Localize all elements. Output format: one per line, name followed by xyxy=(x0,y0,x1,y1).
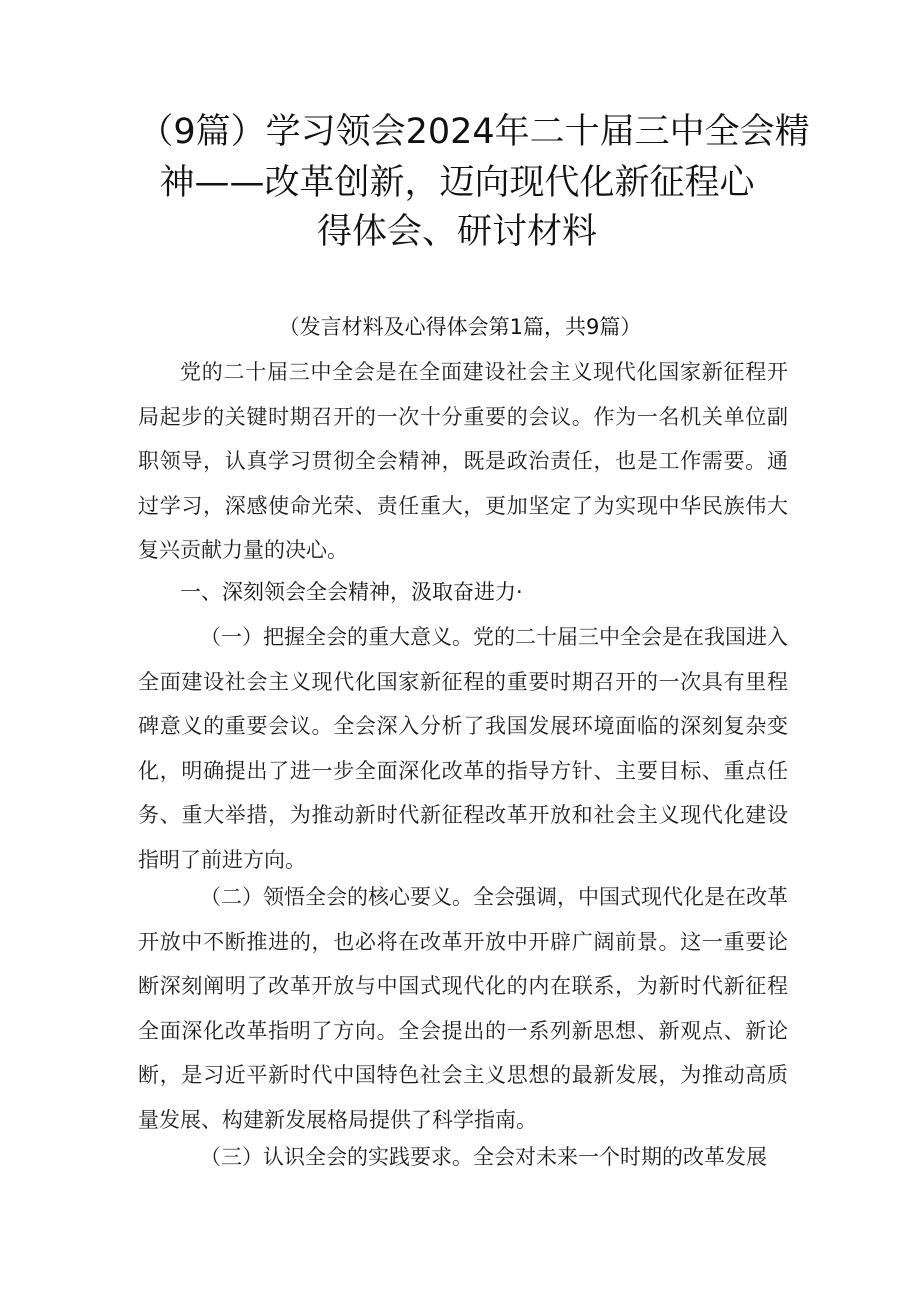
body-paragraph-3: （三）认识全会的实践要求。全会对未来一个时期的改革发展 xyxy=(200,1145,767,1169)
body-paragraph-1: （一）把握全会的重大意义。党的二十届三中全会是在我国进入全面建设社会主义现代化国家新征程的重要时期召开的一次具有里程碑意义的重要会议。全会深入分析了我国发展环境面临的深刻复杂变化，明确提出了进一步全面深化改革的指导方针、主要目标、重点任务、重大举措，为推动新时代新征程改革开放和社会主义现代化建设指明了前进方向。 xyxy=(138,625,788,872)
document-subtitle: （发言材料及心得体会第1篇，共9篇） xyxy=(278,315,642,339)
intro-paragraph: 党的二十届三中全会是在全面建设社会主义现代化国家新征程开局起步的关键时期召开的一次十分重要的会议。作为一名机关单位副职领导，认真学习贯彻全会精神，既是政治责任，也是工作需要。通过学习，深感使命光荣、责任重大，更加坚定了为实现中华民族伟大复兴贡献力量的决心。 xyxy=(138,360,788,562)
body-paragraph-2: （二）领悟全会的核心要义。全会强调，中国式现代化是在改革开放中不断推进的，也必将在改革开放中开辟广阔前景。这一重要论断深刻阐明了改革开放与中国式现代化的内在联系，为新时代新征程全面深化改革指明了方向。全会提出的一系列新思想、新观点、新论断，是习近平新时代中国特色社会主义思想的最新发展，为推动高质量发展、构建新发展格局提供了科学指南。 xyxy=(138,885,788,1132)
document-title-line-3: 得体会、研讨材料 xyxy=(316,212,597,252)
section-heading: 一、深刻领会全会精神，汲取奋进力· xyxy=(180,580,523,604)
document-title-line-2: 神——改革创新，迈向现代化新征程心 xyxy=(159,163,755,203)
document-title-line-1: （9篇）学习领会2024年二十届三中全会精 xyxy=(138,112,810,152)
